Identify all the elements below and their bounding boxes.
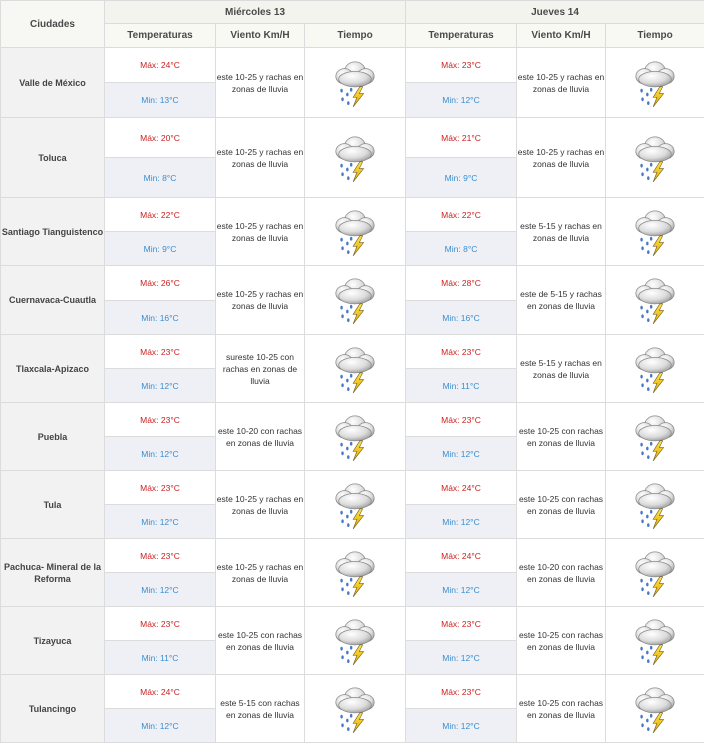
thunderstorm-rain-icon [332,684,378,734]
max-temperature: Máx: 24°C [406,471,517,505]
wind-forecast: este 10-25 con rachas en zonas de lluvia [517,675,606,743]
city-name: Tizayuca [1,607,105,675]
weather-cell [305,118,406,198]
thunderstorm-rain-icon [332,344,378,394]
day-header-2: Jueves 14 [406,1,704,24]
table-row [1,403,704,437]
min-temperature: Min: 11°C [105,641,216,675]
max-temperature: Máx: 22°C [105,198,216,232]
weather-cell [305,403,406,471]
wind-forecast: este 10-25 y rachas en zonas de lluvia [216,471,305,539]
cities-header: Ciudades [1,1,105,48]
max-temperature: Máx: 23°C [105,539,216,573]
wind-forecast: este 10-20 con rachas en zonas de lluvia [216,403,305,471]
weather-cell [606,471,704,539]
max-temperature: Máx: 23°C [406,403,517,437]
wind-forecast: este 10-25 con rachas en zonas de lluvia [216,607,305,675]
table-row [1,675,704,709]
max-temperature: Máx: 23°C [406,675,517,709]
thunderstorm-rain-icon [632,480,678,530]
weather-cell [606,48,704,118]
min-temperature: Min: 9°C [406,158,517,198]
min-temperature: Min: 12°C [406,505,517,539]
weather-cell [606,403,704,471]
table-row [1,266,704,301]
max-temperature: Máx: 23°C [105,607,216,641]
table-row [1,118,704,158]
table-row [1,471,704,505]
weather-cell [606,266,704,335]
weather-cell [606,607,704,675]
wind-forecast: este 10-25 con rachas en zonas de lluvia [517,607,606,675]
weather-cell [305,48,406,118]
min-temperature: Min: 8°C [105,158,216,198]
max-temperature: Máx: 23°C [406,335,517,369]
wind-forecast: sureste 10-25 con rachas en zonas de lluvia [216,335,305,403]
min-temperature: Min: 11°C [406,369,517,403]
thunderstorm-rain-icon [632,207,678,257]
wind-forecast: este 10-25 y rachas en zonas de lluvia [517,48,606,118]
weather-cell [305,335,406,403]
thunderstorm-rain-icon [332,133,378,183]
min-temperature: Min: 12°C [406,641,517,675]
table-row [1,607,704,641]
max-temperature: Máx: 21°C [406,118,517,158]
max-temperature: Máx: 24°C [105,48,216,83]
wind-forecast: este 10-25 y rachas en zonas de lluvia [216,198,305,266]
max-temperature: Máx: 26°C [105,266,216,301]
wind-forecast: este 10-25 y rachas en zonas de lluvia [216,539,305,607]
weather-cell [305,607,406,675]
table-row [1,198,704,232]
temperature-header: Temperaturas [105,24,216,48]
weather-cell [305,198,406,266]
weather-cell [305,539,406,607]
weather-cell [606,675,704,743]
wind-forecast: este 10-25 y rachas en zonas de lluvia [216,118,305,198]
city-name: Pachuca- Mineral de la Reforma [1,539,105,607]
thunderstorm-rain-icon [632,548,678,598]
min-temperature: Min: 12°C [105,573,216,607]
city-name: Tulancingo [1,675,105,743]
max-temperature: Máx: 22°C [406,198,517,232]
weather-cell [305,471,406,539]
thunderstorm-rain-icon [332,548,378,598]
wind-header: Viento Km/H [216,24,305,48]
day-header-1: Miércoles 13 [105,1,406,24]
max-temperature: Máx: 24°C [406,539,517,573]
thunderstorm-rain-icon [332,480,378,530]
min-temperature: Min: 12°C [105,369,216,403]
table-row [1,335,704,369]
weather-cell [606,118,704,198]
thunderstorm-rain-icon [632,684,678,734]
weather-header: Tiempo [305,24,406,48]
min-temperature: Min: 12°C [105,505,216,539]
wind-forecast: este 10-25 y rachas en zonas de lluvia [216,266,305,335]
thunderstorm-rain-icon [632,412,678,462]
city-name: Puebla [1,403,105,471]
max-temperature: Máx: 23°C [105,335,216,369]
max-temperature: Máx: 20°C [105,118,216,158]
thunderstorm-rain-icon [632,58,678,108]
wind-forecast: este 10-25 con rachas en zonas de lluvia [517,403,606,471]
min-temperature: Min: 12°C [105,709,216,743]
wind-forecast: este 10-20 con rachas en zonas de lluvia [517,539,606,607]
thunderstorm-rain-icon [332,275,378,325]
wind-forecast: este 5-15 y rachas en zonas de lluvia [517,198,606,266]
thunderstorm-rain-icon [632,616,678,666]
thunderstorm-rain-icon [332,412,378,462]
min-temperature: Min: 12°C [406,709,517,743]
city-name: Tlaxcala-Apizaco [1,335,105,403]
min-temperature: Min: 13°C [105,83,216,118]
weather-cell [606,335,704,403]
thunderstorm-rain-icon [332,58,378,108]
wind-forecast: este 10-25 y rachas en zonas de lluvia [216,48,305,118]
city-name: Valle de México [1,48,105,118]
wind-forecast: este de 5-15 y rachas en zonas de lluvia [517,266,606,335]
city-name: Santiago Tianguistenco [1,198,105,266]
thunderstorm-rain-icon [332,616,378,666]
weather-header: Tiempo [606,24,704,48]
min-temperature: Min: 12°C [406,83,517,118]
min-temperature: Min: 9°C [105,232,216,266]
thunderstorm-rain-icon [632,344,678,394]
weather-cell [606,539,704,607]
city-name: Cuernavaca-Cuautla [1,266,105,335]
weather-cell [606,198,704,266]
weather-cell [305,675,406,743]
min-temperature: Min: 16°C [406,301,517,335]
max-temperature: Máx: 23°C [406,607,517,641]
wind-header: Viento Km/H [517,24,606,48]
min-temperature: Min: 16°C [105,301,216,335]
thunderstorm-rain-icon [332,207,378,257]
wind-forecast: este 5-15 con rachas en zonas de lluvia [216,675,305,743]
wind-forecast: este 10-25 con rachas en zonas de lluvia [517,471,606,539]
thunderstorm-rain-icon [632,275,678,325]
thunderstorm-rain-icon [632,133,678,183]
table-row [1,48,704,83]
max-temperature: Máx: 23°C [406,48,517,83]
temperature-header: Temperaturas [406,24,517,48]
max-temperature: Máx: 24°C [105,675,216,709]
max-temperature: Máx: 23°C [105,403,216,437]
city-name: Tula [1,471,105,539]
table-row [1,539,704,573]
wind-forecast: este 10-25 y rachas en zonas de lluvia [517,118,606,198]
min-temperature: Min: 8°C [406,232,517,266]
min-temperature: Min: 12°C [406,573,517,607]
wind-forecast: este 5-15 y rachas en zonas de lluvia [517,335,606,403]
max-temperature: Máx: 23°C [105,471,216,505]
min-temperature: Min: 12°C [105,437,216,471]
weather-cell [305,266,406,335]
max-temperature: Máx: 28°C [406,266,517,301]
city-name: Toluca [1,118,105,198]
min-temperature: Min: 12°C [406,437,517,471]
